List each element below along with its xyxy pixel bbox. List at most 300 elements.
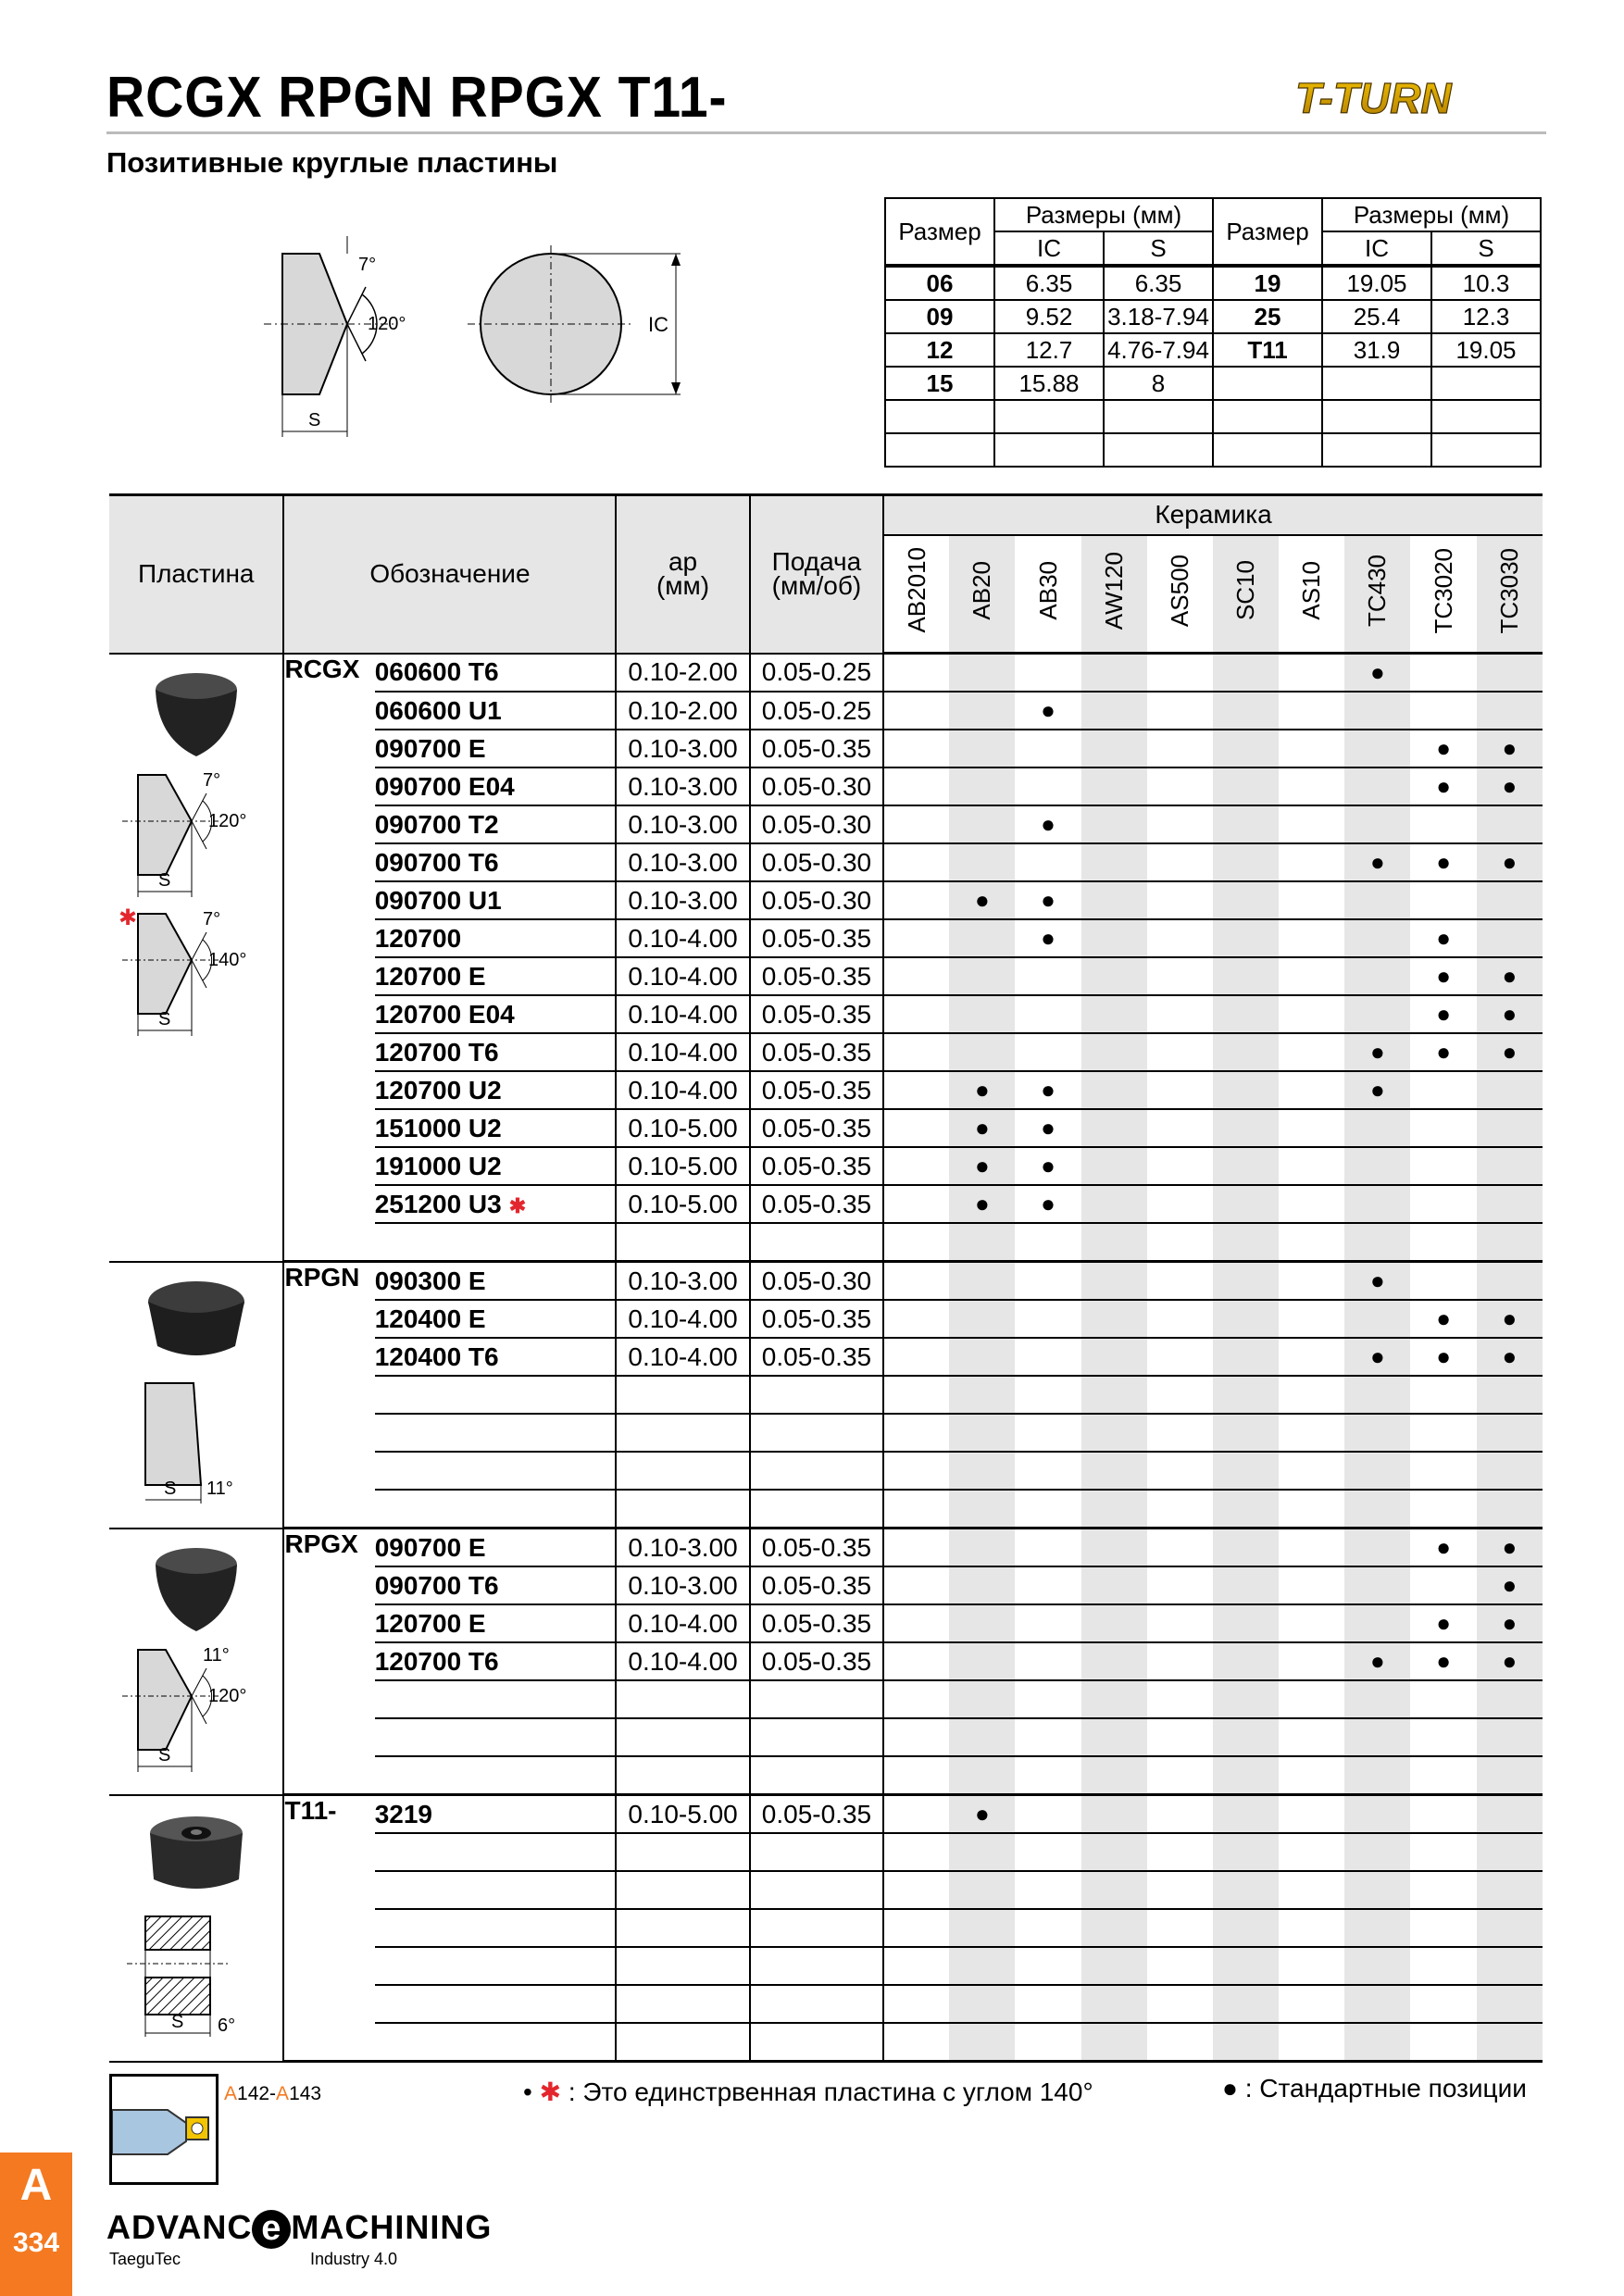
ap-value: 0.10-5.00 bbox=[616, 1147, 749, 1185]
grade-cell bbox=[883, 919, 949, 957]
ap-value: 0.10-4.00 bbox=[616, 957, 749, 995]
size-cell-s1: 8 bbox=[1104, 367, 1213, 400]
grade-cell bbox=[1279, 1185, 1344, 1223]
family-name: T11- bbox=[283, 1795, 374, 2062]
grade-cell bbox=[1213, 654, 1279, 693]
feed-value bbox=[750, 1376, 883, 1414]
footnote bbox=[523, 2077, 1093, 2107]
grade-cell bbox=[1410, 654, 1476, 693]
grade-cell bbox=[1410, 1947, 1476, 1985]
designation-code bbox=[375, 805, 617, 843]
grade-cell bbox=[949, 1376, 1015, 1414]
size-row bbox=[885, 300, 1541, 333]
grade-cell bbox=[883, 730, 949, 767]
grade-cell bbox=[1279, 1452, 1344, 1490]
size-cell-size1: 12 bbox=[885, 333, 994, 367]
designation-text: 120700 U2 bbox=[374, 1075, 502, 1104]
ref-page-2: 143 bbox=[289, 2083, 322, 2104]
grade-cell bbox=[1279, 1033, 1344, 1071]
grade-cell bbox=[1410, 1529, 1476, 1567]
grade-cell bbox=[883, 1795, 949, 1834]
ap-value bbox=[616, 1871, 749, 1909]
ref-page-1: 142- bbox=[237, 2083, 277, 2104]
size-cell-size1: 15 bbox=[885, 367, 994, 400]
grade-cell bbox=[1015, 995, 1081, 1033]
grade-cell bbox=[1147, 1566, 1213, 1604]
standard-dot-icon: ● bbox=[1436, 1533, 1451, 1561]
grade-cell bbox=[1344, 1680, 1410, 1718]
grade-cell bbox=[1081, 919, 1147, 957]
grade-cell bbox=[1147, 1947, 1213, 1985]
grade-cell bbox=[1147, 1795, 1213, 1834]
grade-cell bbox=[1081, 1414, 1147, 1452]
standard-dot-icon: ● bbox=[1370, 658, 1385, 686]
size-cell-size2: 19 bbox=[1213, 266, 1322, 300]
grade-cell bbox=[1147, 1529, 1213, 1567]
grade-cell bbox=[1279, 1566, 1344, 1604]
ap-value: 0.10-4.00 bbox=[616, 919, 749, 957]
grade-cell bbox=[883, 1490, 949, 1529]
designation-code bbox=[375, 1109, 617, 1147]
grade-cell bbox=[1279, 1947, 1344, 1985]
grade-cell bbox=[1015, 957, 1081, 995]
table-row bbox=[109, 1262, 1543, 1301]
grade-cell bbox=[1213, 767, 1279, 805]
grade-cell bbox=[1081, 730, 1147, 767]
grade-cell bbox=[1213, 1376, 1279, 1414]
ceramics-group-header: Керамика bbox=[883, 495, 1543, 535]
size-cell-ic2 bbox=[1322, 367, 1431, 400]
standard-dot-icon: ● bbox=[1370, 1342, 1385, 1370]
grade-cell bbox=[1279, 1414, 1344, 1452]
size-row bbox=[885, 400, 1541, 433]
size-cell-size1 bbox=[885, 400, 994, 433]
ic-header-2: IC bbox=[1322, 231, 1431, 266]
drawing-label-angle_top: 11° bbox=[202, 1644, 230, 1666]
size-row bbox=[885, 266, 1541, 300]
feed-value bbox=[750, 1756, 883, 1795]
grade-cell bbox=[1015, 654, 1081, 693]
grade-cell bbox=[949, 654, 1015, 693]
size-cell-size2 bbox=[1213, 400, 1322, 433]
grade-cell bbox=[1344, 1414, 1410, 1452]
grade-label: AW120 bbox=[1099, 551, 1128, 630]
grade-cell bbox=[1081, 1604, 1147, 1642]
grade-cell bbox=[883, 1414, 949, 1452]
drawing-label-angle_top: 7° bbox=[202, 769, 220, 791]
size-cell-ic1: 15.88 bbox=[994, 367, 1104, 400]
standard-dot-icon: ● bbox=[1502, 1647, 1518, 1675]
size-cell-s1 bbox=[1104, 400, 1213, 433]
grade-cell bbox=[1015, 1338, 1081, 1376]
grade-label: TC430 bbox=[1363, 554, 1392, 627]
insert-photo bbox=[141, 1272, 252, 1374]
grade-cell bbox=[1081, 1376, 1147, 1414]
grade-cell bbox=[1081, 995, 1147, 1033]
grade-cell bbox=[1279, 1109, 1344, 1147]
feed-value: 0.05-0.35 bbox=[750, 1147, 883, 1185]
grade-cell bbox=[1015, 1300, 1081, 1338]
designation-code bbox=[375, 1871, 617, 1909]
grade-cell bbox=[1081, 1147, 1147, 1185]
feed-value: 0.05-0.30 bbox=[750, 1262, 883, 1301]
standard-dot-icon: ● bbox=[1436, 848, 1451, 876]
page-number: 334 bbox=[12, 2227, 60, 2258]
grade-cell bbox=[1279, 1642, 1344, 1680]
size-table-body bbox=[885, 266, 1541, 467]
t-turn-logo bbox=[1292, 74, 1542, 122]
grade-cell bbox=[1344, 1909, 1410, 1947]
standard-dot-icon: ● bbox=[1041, 1114, 1056, 1142]
grade-cell bbox=[1015, 1490, 1081, 1529]
size-row bbox=[885, 367, 1541, 400]
grade-cell bbox=[1147, 730, 1213, 767]
feed-value bbox=[750, 1833, 883, 1871]
page-reference[interactable] bbox=[224, 2083, 321, 2105]
grade-cell bbox=[1344, 1262, 1410, 1301]
grade-cell bbox=[883, 1300, 949, 1338]
size-cell-ic2 bbox=[1322, 433, 1431, 467]
grade-cell bbox=[1279, 843, 1344, 881]
grade-cell bbox=[1015, 1033, 1081, 1071]
size-cell-s2: 19.05 bbox=[1431, 333, 1541, 367]
designation-code bbox=[375, 1490, 617, 1529]
grade-cell bbox=[1213, 1452, 1279, 1490]
designation-text: 090700 E bbox=[374, 733, 486, 763]
designation-text: 3219 bbox=[374, 1799, 433, 1828]
designation-code bbox=[375, 1262, 617, 1301]
designation-code bbox=[375, 1680, 617, 1718]
grade-cell bbox=[1410, 692, 1476, 730]
grade-cell bbox=[1279, 1909, 1344, 1947]
standard-dot-icon: ● bbox=[1502, 1609, 1518, 1637]
grade-label: AS10 bbox=[1297, 560, 1326, 620]
size-cell-s2 bbox=[1431, 400, 1541, 433]
legend-dot-icon: ● bbox=[1222, 2074, 1238, 2103]
grade-cell bbox=[1081, 881, 1147, 919]
grade-cell bbox=[1147, 692, 1213, 730]
grade-cell bbox=[1410, 1109, 1476, 1147]
drawing-label-angle_side: 140° bbox=[207, 949, 247, 970]
feed-value: 0.05-0.35 bbox=[750, 919, 883, 957]
grade-header bbox=[1015, 535, 1081, 654]
standard-dot-icon: ● bbox=[1502, 848, 1518, 876]
grade-cell bbox=[1147, 1985, 1213, 2023]
insert-image-cell bbox=[109, 1262, 283, 1529]
designation-code bbox=[375, 1147, 617, 1185]
insert-image-cell bbox=[109, 1795, 283, 2062]
ap-value bbox=[616, 1718, 749, 1756]
grade-cell bbox=[883, 1985, 949, 2023]
feed-value bbox=[750, 1947, 883, 1985]
grade-cell bbox=[883, 1223, 949, 1262]
feed-value bbox=[750, 1490, 883, 1529]
grade-cell bbox=[1147, 1376, 1213, 1414]
standard-dot-icon: ● bbox=[1041, 924, 1056, 952]
grade-cell bbox=[883, 2023, 949, 2062]
designation-code bbox=[375, 1909, 617, 1947]
designation-code bbox=[375, 1071, 617, 1109]
grade-cell bbox=[1015, 1795, 1081, 1834]
grade-cell bbox=[1015, 1414, 1081, 1452]
size-cell-ic2: 25.4 bbox=[1322, 300, 1431, 333]
grade-cell bbox=[1081, 1223, 1147, 1262]
grade-cell bbox=[883, 1529, 949, 1567]
designation-code bbox=[375, 1452, 617, 1490]
size-cell-size2 bbox=[1213, 433, 1322, 467]
grade-cell bbox=[1410, 1871, 1476, 1909]
grade-cell bbox=[1410, 767, 1476, 805]
grade-cell bbox=[1477, 692, 1543, 730]
grade-cell bbox=[1213, 1718, 1279, 1756]
standard-dot-icon: ● bbox=[1370, 848, 1385, 876]
grade-cell bbox=[1344, 1033, 1410, 1071]
grade-cell bbox=[1147, 1262, 1213, 1301]
ap-value bbox=[616, 1452, 749, 1490]
standard-dot-icon: ● bbox=[1436, 962, 1451, 990]
table-row bbox=[109, 1795, 1543, 1834]
grade-cell bbox=[1279, 730, 1344, 767]
grade-cell bbox=[1147, 1490, 1213, 1529]
grade-cell bbox=[1147, 1642, 1213, 1680]
grade-cell bbox=[1213, 1642, 1279, 1680]
designation-text: 060600 U1 bbox=[374, 695, 502, 725]
ap-value: 0.10-3.00 bbox=[616, 805, 749, 843]
ap-value: 0.10-5.00 bbox=[616, 1795, 749, 1834]
brand-logo bbox=[106, 2208, 492, 2249]
grade-cell bbox=[1279, 1604, 1344, 1642]
grade-cell bbox=[1477, 1680, 1543, 1718]
grade-cell bbox=[883, 692, 949, 730]
grade-cell bbox=[1213, 1185, 1279, 1223]
designation-code bbox=[375, 1795, 617, 1834]
grade-cell bbox=[1213, 957, 1279, 995]
header-rule bbox=[106, 131, 1546, 134]
grade-cell bbox=[1279, 957, 1344, 995]
grade-cell bbox=[883, 881, 949, 919]
grade-cell bbox=[1015, 1985, 1081, 2023]
grade-cell bbox=[1410, 1414, 1476, 1452]
grade-cell bbox=[1213, 1909, 1279, 1947]
grade-cell bbox=[1081, 1947, 1147, 1985]
grade-cell bbox=[1147, 1033, 1213, 1071]
grade-cell bbox=[1147, 654, 1213, 693]
insert-profile-drawing bbox=[118, 1907, 275, 2046]
grade-cell bbox=[1477, 1338, 1543, 1376]
grade-cell bbox=[1344, 1529, 1410, 1567]
grade-header bbox=[1147, 535, 1213, 654]
feed-value: 0.05-0.35 bbox=[750, 1642, 883, 1680]
grade-cell bbox=[1213, 805, 1279, 843]
grade-cell bbox=[1279, 1223, 1344, 1262]
grade-cell bbox=[1213, 1223, 1279, 1262]
grade-cell bbox=[1213, 1071, 1279, 1109]
insert-image-cell bbox=[109, 654, 283, 1262]
angle-side-label: 120° bbox=[368, 314, 406, 334]
grade-cell bbox=[1213, 1680, 1279, 1718]
grade-cell bbox=[1213, 1871, 1279, 1909]
family-name: RPGX bbox=[283, 1529, 374, 1795]
standard-dot-icon: ● bbox=[975, 1114, 990, 1142]
grade-cell bbox=[1213, 1985, 1279, 2023]
grade-label: TC3030 bbox=[1494, 547, 1523, 633]
grade-cell bbox=[1081, 1680, 1147, 1718]
footnote-bullet: • bbox=[523, 2078, 532, 2106]
grade-cell bbox=[1147, 1109, 1213, 1147]
grade-cell bbox=[1279, 1795, 1344, 1834]
grade-cell bbox=[1477, 1871, 1543, 1909]
grade-cell bbox=[1081, 1262, 1147, 1301]
size-cell-s2 bbox=[1431, 433, 1541, 467]
grade-cell bbox=[1081, 767, 1147, 805]
grade-cell bbox=[1015, 805, 1081, 843]
grade-cell bbox=[1015, 2023, 1081, 2062]
grade-cell bbox=[1410, 1795, 1476, 1834]
insert-photo bbox=[141, 664, 252, 766]
grade-cell bbox=[1279, 692, 1344, 730]
grade-cell bbox=[1477, 1414, 1543, 1452]
feed-value bbox=[750, 1452, 883, 1490]
grade-cell bbox=[883, 1871, 949, 1909]
grade-cell bbox=[1015, 1566, 1081, 1604]
feed-value bbox=[750, 1909, 883, 1947]
ap-value bbox=[616, 1909, 749, 1947]
grade-cell bbox=[1410, 1604, 1476, 1642]
s-header-2: S bbox=[1431, 231, 1541, 266]
grade-cell bbox=[1344, 957, 1410, 995]
star-icon: ✱ bbox=[508, 1193, 527, 1217]
grade-cell bbox=[1344, 767, 1410, 805]
grade-cell bbox=[1213, 919, 1279, 957]
s-header-1: S bbox=[1104, 231, 1213, 266]
grade-cell bbox=[1147, 1680, 1213, 1718]
size-cell-size2 bbox=[1213, 367, 1322, 400]
grade-cell bbox=[1477, 1033, 1543, 1071]
grade-cell bbox=[1081, 843, 1147, 881]
grade-cell bbox=[883, 767, 949, 805]
grade-cell bbox=[883, 1756, 949, 1795]
grade-cell bbox=[1015, 1147, 1081, 1185]
designation-code bbox=[375, 1300, 617, 1338]
ap-value bbox=[616, 1490, 749, 1529]
grade-header bbox=[1213, 535, 1279, 654]
designation-text: 120700 T6 bbox=[374, 1646, 499, 1676]
grade-cell bbox=[1015, 843, 1081, 881]
grade-cell bbox=[1015, 881, 1081, 919]
grade-cell bbox=[883, 1642, 949, 1680]
size-cell-size2: T11 bbox=[1213, 333, 1322, 367]
grade-cell bbox=[1477, 1529, 1543, 1567]
grade-cell bbox=[883, 1566, 949, 1604]
grade-cell bbox=[1213, 881, 1279, 919]
grade-cell bbox=[883, 1033, 949, 1071]
ap-value bbox=[616, 1985, 749, 2023]
grade-cell bbox=[1015, 1185, 1081, 1223]
size-cell-ic2: 31.9 bbox=[1322, 333, 1431, 367]
grade-cell bbox=[1213, 1604, 1279, 1642]
size-cell-size1 bbox=[885, 433, 994, 467]
grade-cell bbox=[1015, 919, 1081, 957]
grade-cell bbox=[1279, 1071, 1344, 1109]
section-tab bbox=[0, 2152, 72, 2296]
grade-cell bbox=[1477, 1833, 1543, 1871]
grade-cell bbox=[1344, 1871, 1410, 1909]
grade-cell bbox=[1410, 1909, 1476, 1947]
grade-cell bbox=[1081, 1718, 1147, 1756]
grade-cell bbox=[1410, 919, 1476, 957]
grade-cell bbox=[1015, 1756, 1081, 1795]
size-cell-ic1: 12.7 bbox=[994, 333, 1104, 367]
grade-cell bbox=[1477, 767, 1543, 805]
feed-header: Подача (мм/об) bbox=[750, 495, 883, 654]
ap-value: 0.10-4.00 bbox=[616, 1033, 749, 1071]
drawing-label-s_label: S bbox=[157, 1008, 171, 1029]
grade-cell bbox=[1081, 1756, 1147, 1795]
feed-value: 0.05-0.25 bbox=[750, 692, 883, 730]
size-cell-ic1 bbox=[994, 433, 1104, 467]
table-row bbox=[109, 654, 1543, 693]
feed-value bbox=[750, 1414, 883, 1452]
grade-cell bbox=[1015, 1947, 1081, 1985]
designation-code bbox=[375, 957, 617, 995]
grade-cell bbox=[1213, 1833, 1279, 1871]
ref-b-letter: A bbox=[276, 2083, 290, 2104]
designation-code bbox=[375, 1529, 617, 1567]
grade-cell bbox=[1477, 1947, 1543, 1985]
grade-cell bbox=[1477, 1452, 1543, 1490]
standard-dot-icon: ● bbox=[1502, 1571, 1518, 1599]
grade-label: AB30 bbox=[1033, 560, 1062, 620]
grade-cell bbox=[1213, 1109, 1279, 1147]
grade-cell bbox=[1410, 1452, 1476, 1490]
dims-header-1: Размеры (мм) bbox=[994, 198, 1213, 231]
grade-cell bbox=[1344, 1642, 1410, 1680]
grade-cell bbox=[949, 1833, 1015, 1871]
grade-cell bbox=[1477, 1985, 1543, 2023]
grade-cell bbox=[1147, 1452, 1213, 1490]
grade-cell bbox=[1477, 1795, 1543, 1834]
grade-cell bbox=[1410, 1680, 1476, 1718]
brand-left: ADVANC bbox=[106, 2208, 253, 2246]
ic-label: IC bbox=[648, 313, 668, 336]
grade-cell bbox=[1477, 1566, 1543, 1604]
grade-cell bbox=[1147, 1604, 1213, 1642]
standard-dot-icon: ● bbox=[1436, 1038, 1451, 1066]
standard-dot-icon: ● bbox=[1041, 696, 1056, 724]
grade-cell bbox=[883, 1909, 949, 1947]
grade-cell bbox=[1279, 1985, 1344, 2023]
feed-value: 0.05-0.35 bbox=[750, 1071, 883, 1109]
grade-cell bbox=[949, 1338, 1015, 1376]
grade-cell bbox=[1410, 957, 1476, 995]
size-header-2: Размер bbox=[1213, 198, 1322, 266]
ap-value: 0.10-3.00 bbox=[616, 730, 749, 767]
grade-cell bbox=[1477, 843, 1543, 881]
designation-text: 090700 T6 bbox=[374, 1570, 499, 1600]
grade-cell bbox=[1477, 1909, 1543, 1947]
footnote-star-icon: ✱ bbox=[539, 2078, 562, 2106]
grade-cell bbox=[949, 881, 1015, 919]
size-cell-ic1: 9.52 bbox=[994, 300, 1104, 333]
standard-dot-icon: ● bbox=[1502, 1304, 1518, 1332]
grade-cell bbox=[1344, 881, 1410, 919]
designation-text: 191000 U2 bbox=[374, 1151, 502, 1180]
grade-cell bbox=[1081, 1452, 1147, 1490]
grade-cell bbox=[1213, 730, 1279, 767]
ref-a-letter: A bbox=[224, 2083, 238, 2104]
grade-cell bbox=[1410, 1147, 1476, 1185]
grade-cell bbox=[1015, 1909, 1081, 1947]
